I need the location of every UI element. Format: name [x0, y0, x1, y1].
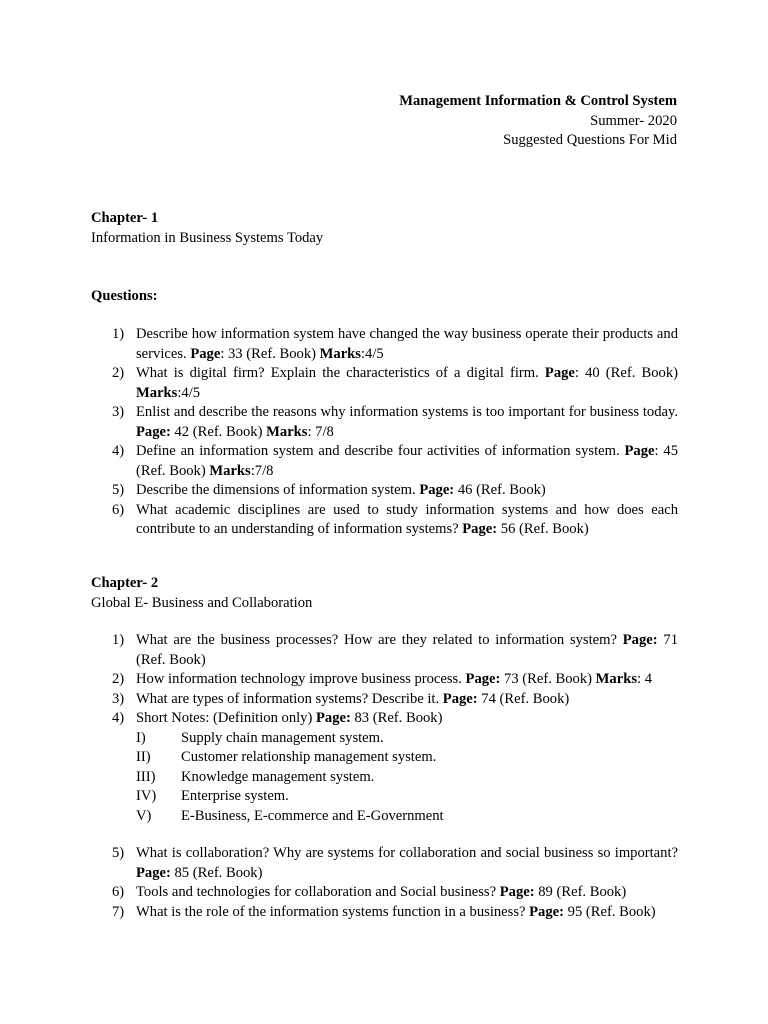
page-ref: 73 (Ref. Book) [500, 671, 596, 687]
marks-value: : 4 [637, 671, 653, 687]
page-label: Page: [136, 864, 171, 881]
item-number: 4) [112, 710, 125, 726]
question-text: What is collaboration? Why are systems for collaboration and social business so important? [136, 845, 678, 861]
page-ref: 42 (Ref. Book) [170, 423, 267, 440]
roman-numeral: IV) [136, 788, 157, 804]
marks-label: Marks [209, 462, 251, 479]
item-number: 5) [112, 482, 125, 498]
marks-label: Marks [319, 345, 361, 362]
chapter-1-heading: Chapter- 1 [91, 210, 159, 226]
chapter-1-heading-block [91, 209, 678, 248]
question-text: Describe the dimensions of information system. [136, 482, 420, 498]
page-label: Page: [136, 423, 171, 440]
question-text: What academic disciplines are used to study information systems and how does each contribute to an understanding of information systems? [136, 501, 678, 537]
marks-value: :4/5 [360, 345, 384, 362]
question-text: What is digital firm? Explain the characteristics of a digital firm. [136, 365, 545, 381]
list-item [91, 442, 678, 481]
item-number: 5) [112, 845, 125, 861]
chapter-1-questions [91, 325, 678, 540]
question-text: Tools and technologies for collaboration and Social business? [136, 884, 500, 900]
marks-value: :4/5 [177, 384, 201, 401]
chapter-1-title: Information in Business Systems Today [91, 229, 324, 246]
short-note-text: Customer relationship management system. [181, 749, 437, 765]
page-label: Page [624, 443, 655, 459]
short-note-item [91, 768, 678, 788]
questions-label: Questions: [91, 288, 158, 304]
chapter-2-questions [91, 631, 678, 826]
list-item [91, 883, 678, 903]
roman-numeral: V) [136, 807, 152, 824]
question-text: Describe how information system have changed the way business operate their products and services. [136, 326, 678, 362]
page-ref: 56 (Ref. Book) [497, 521, 589, 537]
document-subtitle: Suggested Questions For Mid [503, 132, 677, 148]
marks-label: Marks [266, 423, 308, 440]
item-number: 2) [112, 365, 125, 381]
page-label: Page [190, 345, 221, 362]
list-item [91, 501, 678, 540]
item-number: 3) [112, 404, 125, 420]
short-note-text: Enterprise system. [181, 788, 289, 804]
question-text: What are the business processes? How are they related to information system? [136, 632, 623, 648]
list-item [91, 631, 678, 670]
question-text: Enlist and describe the reasons why information systems is too important for business today. [136, 404, 678, 420]
page-label: Page: [462, 521, 498, 537]
page-label: Page: [465, 671, 501, 687]
page-ref: 71 (Ref. Book) [136, 632, 678, 668]
page-ref: : 33 (Ref. Book) [220, 345, 320, 362]
item-number: 1) [112, 632, 125, 648]
marks-value: : 7/8 [307, 423, 334, 440]
item-number: 2) [112, 671, 125, 687]
course-title: Management Information & Control System [399, 93, 677, 109]
roman-numeral: III) [136, 768, 156, 785]
marks-value: :7/8 [250, 462, 274, 479]
marks-label: Marks [136, 384, 178, 401]
list-item [91, 903, 678, 923]
short-note-item [91, 748, 678, 768]
page-label: Page: [315, 710, 351, 726]
short-note-item [91, 787, 678, 807]
roman-numeral: II) [136, 749, 151, 765]
page-ref: : 45 (Ref. Book) [136, 443, 679, 479]
page-ref: 95 (Ref. Book) [564, 903, 656, 920]
term: Summer- 2020 [590, 112, 677, 129]
document-header [399, 92, 677, 151]
question-text: What are types of information systems? Describe it. [136, 690, 443, 707]
page-label: Page: [419, 482, 455, 498]
page-label: Page: [499, 884, 535, 900]
list-item [91, 844, 678, 883]
page-ref: 46 (Ref. Book) [454, 482, 546, 498]
page-ref: 74 (Ref. Book) [477, 690, 570, 707]
short-note-item [91, 729, 678, 749]
chapter-2-heading-block [91, 574, 678, 613]
chapter-2-title: Global E- Business and Collaboration [91, 594, 313, 611]
page-ref: 85 (Ref. Book) [170, 864, 263, 881]
list-item [91, 364, 678, 403]
short-note-item [91, 807, 678, 827]
page-ref: 83 (Ref. Book) [350, 710, 443, 726]
list-item [91, 325, 678, 364]
page-ref: 89 (Ref. Book) [534, 884, 627, 900]
item-number: 7) [112, 903, 125, 920]
list-item [91, 403, 678, 442]
marks-label: Marks [595, 671, 638, 687]
item-number: 4) [112, 443, 125, 459]
short-note-text: Supply chain management system. [181, 729, 384, 746]
list-item [91, 481, 678, 501]
chapter-2-questions-continued [91, 844, 678, 922]
list-item [91, 690, 678, 710]
question-text: How information technology improve business process. [136, 671, 466, 687]
short-note-text: E-Business, E-commerce and E-Government [181, 807, 444, 824]
chapter-2-heading: Chapter- 2 [91, 575, 159, 591]
item-number: 3) [112, 690, 125, 707]
question-text: Short Notes: (Definition only) [136, 710, 316, 726]
page-label: Page [544, 365, 575, 381]
item-number: 6) [112, 884, 125, 900]
page-label: Page: [622, 632, 658, 648]
short-note-text: Knowledge management system. [181, 768, 375, 785]
list-item [91, 670, 678, 690]
page-label: Page: [442, 690, 478, 707]
page-label: Page: [529, 903, 564, 920]
page-ref: : 40 (Ref. Book) [574, 365, 678, 381]
roman-numeral: I) [136, 729, 146, 746]
item-number: 1) [112, 326, 125, 342]
question-text: Define an information system and describe four activities of information system. [136, 443, 625, 459]
list-item [91, 709, 678, 729]
question-text: What is the role of the information systems function in a business? [136, 903, 530, 920]
item-number: 6) [112, 501, 125, 518]
